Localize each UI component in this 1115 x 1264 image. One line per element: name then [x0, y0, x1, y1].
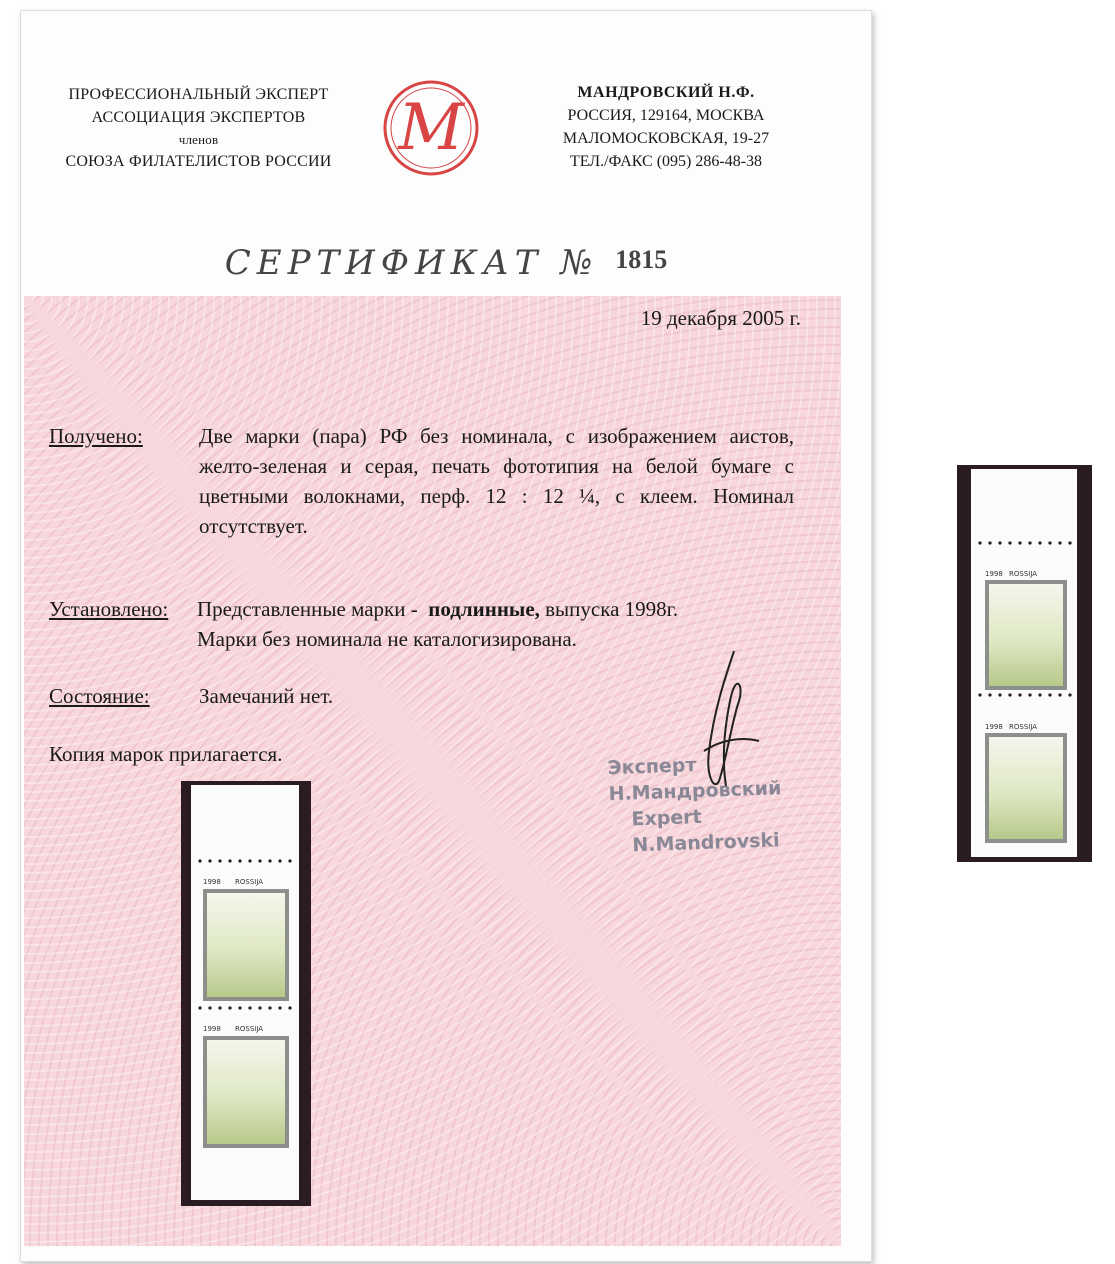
certificate-page — [20, 10, 872, 1262]
established-issue: выпуска 1998г. — [545, 597, 679, 621]
established-text: Представленные марки - — [197, 597, 418, 621]
stamp-copy-2-year: 1998 — [203, 1025, 221, 1033]
certificate-title-text: СЕРТИФИКАТ № — [224, 243, 599, 283]
certificate-number: 1815 — [615, 245, 668, 274]
expert-phone: ТЕЛ./ФАКС (095) 286-48-38 — [569, 153, 763, 170]
condition-section — [49, 681, 549, 713]
header-left-line-3: членов — [178, 132, 219, 147]
header-left-line-4: СОЮЗА ФИЛАТЕЛИСТОВ РОССИИ — [65, 153, 332, 170]
stamp-original-1 — [985, 580, 1067, 690]
certificate-date: 19 декабря 2005 г. — [640, 306, 801, 330]
stamp-original-1-year: 1998 — [985, 570, 1003, 578]
expert-address-line-2: МАЛОМОСКОВСКАЯ, 19-27 — [562, 130, 770, 147]
expert-association-header — [51, 83, 346, 173]
monogram-logo — [376, 73, 486, 183]
stamp-original-1-country: ROSSIJA — [1009, 570, 1038, 578]
established-verdict: подлинные, — [428, 597, 540, 621]
stamp-copy-1-year: 1998 — [203, 878, 221, 886]
received-section — [49, 421, 819, 551]
stamp-original-2-country: ROSSIJA — [1009, 723, 1038, 731]
stamp-copy-1 — [203, 889, 289, 1001]
handstamp-line-2: Expert N.Mandrovski — [631, 805, 780, 857]
received-label: Получено: — [49, 424, 143, 448]
certificate-body — [24, 296, 841, 1246]
certificate-title — [21, 243, 871, 283]
expert-address-line-1: РОССИЯ, 129164, МОСКВА — [567, 107, 765, 124]
stamp-copy-2-country: ROSSIJA — [235, 1025, 264, 1033]
expert-address-header — [541, 81, 791, 173]
condition-label: Состояние: — [49, 684, 150, 708]
stamp-original-2-year: 1998 — [985, 723, 1003, 731]
logo-letter: M — [398, 91, 464, 165]
stamp-copy-1-country: ROSSIJA — [235, 878, 264, 886]
signature — [664, 641, 774, 801]
header-left-line-1: ПРОФЕССИОНАЛЬНЫЙ ЭКСПЕРТ — [68, 86, 329, 103]
stamp-copy-2 — [203, 1036, 289, 1148]
stamp-pair-original — [957, 465, 1092, 862]
expert-name: МАНДРОВСКИЙ Н.Ф. — [577, 84, 755, 101]
condition-text: Замечаний нет. — [199, 684, 334, 708]
received-text: Две марки (пара) РФ без номинала, с изображением аистов, желто-зеленая и серая, печать фототипия на белой бумаге с цветными волокнами, перф. 12 : 12 ¼, с клеем. Номинал отсутствует. — [199, 424, 794, 538]
stamp-original-2 — [985, 733, 1067, 843]
header-left-line-2: АССОЦИАЦИЯ ЭКСПЕРТОВ — [91, 109, 306, 126]
established-label: Установлено: — [49, 597, 169, 621]
established-note: Марки без номинала не каталогизирована. — [197, 627, 577, 651]
handstamp-line-1: Эксперт Н.Мандровский — [607, 754, 782, 806]
stamp-pair-copy — [181, 781, 311, 1206]
copy-note: Копия марок прилагается. — [49, 742, 283, 766]
